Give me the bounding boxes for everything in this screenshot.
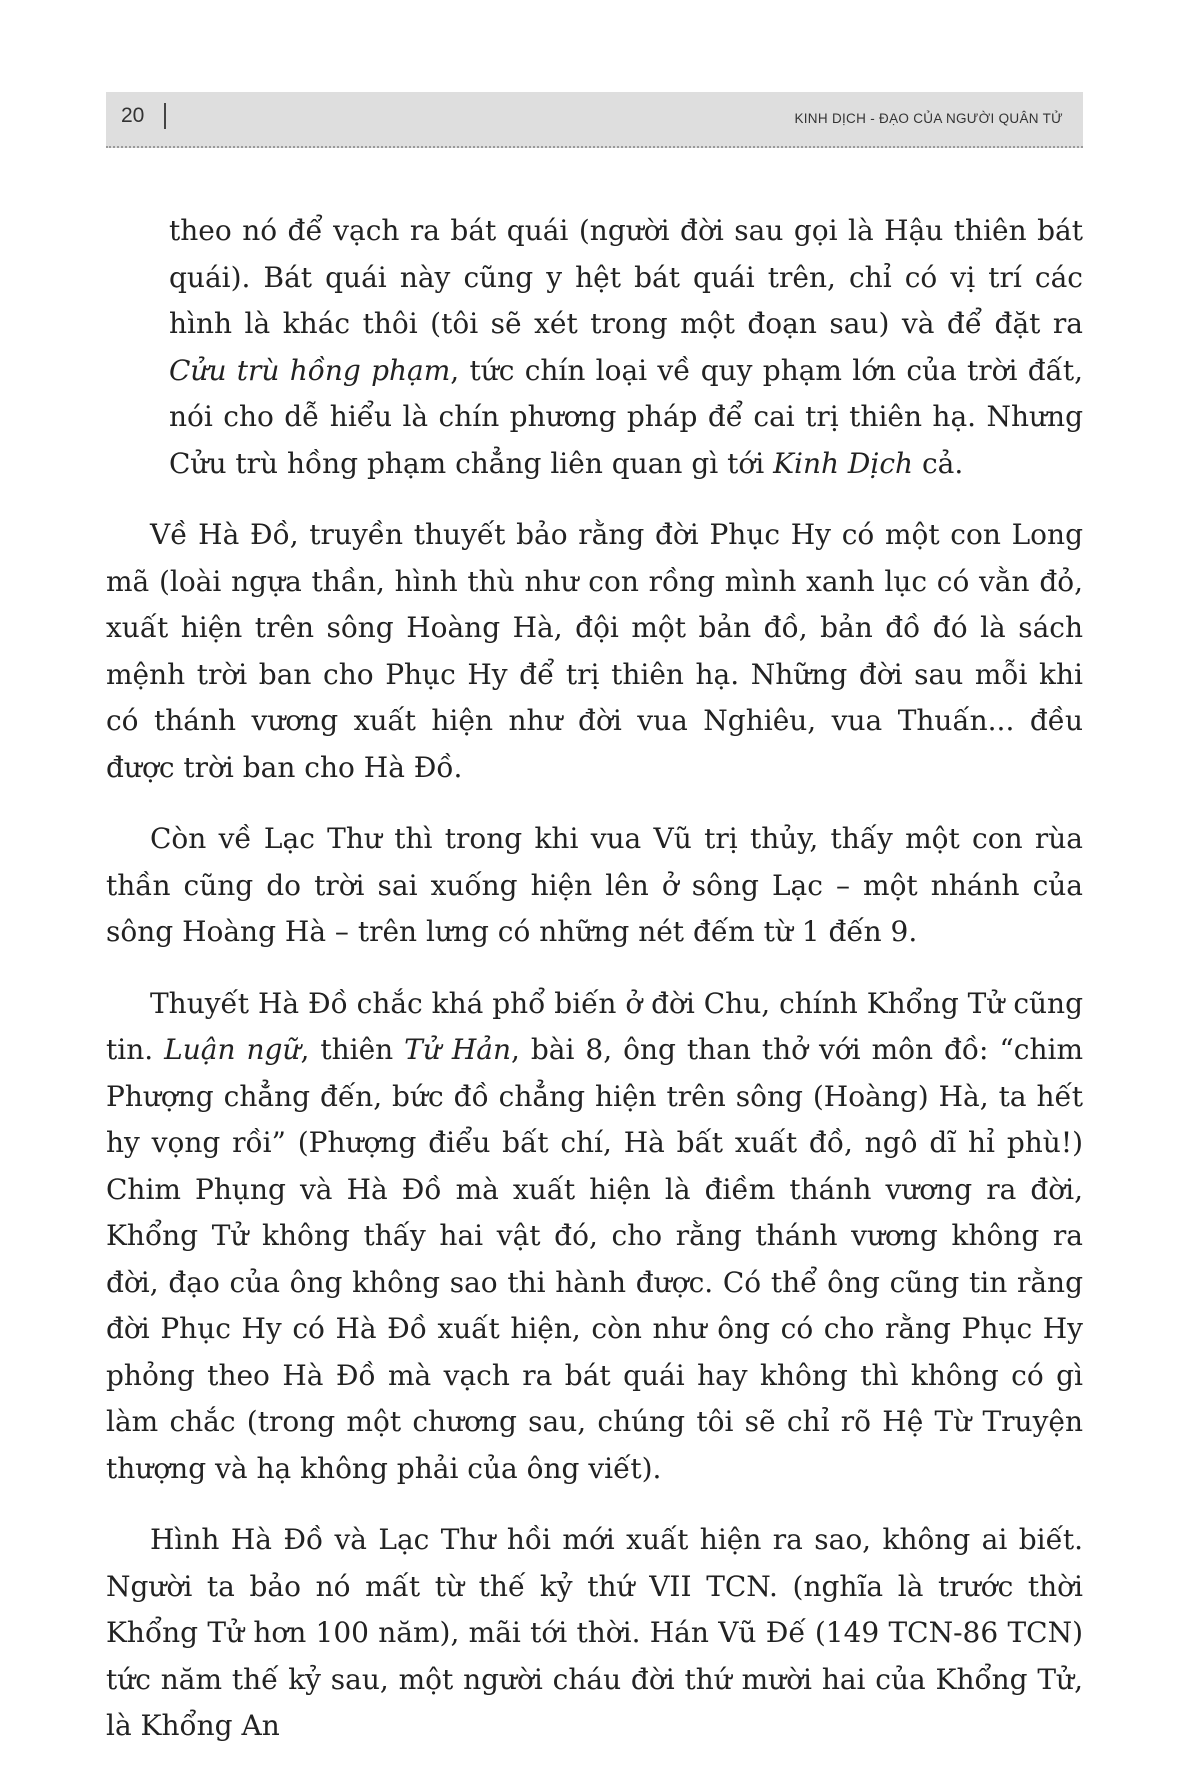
- header-separator: [164, 103, 166, 129]
- page-number: 20: [121, 104, 145, 127]
- paragraph-1: theo nó để vạch ra bát quái (người đời sau gọi là Hậu thiên bát quái). Bát quái này cũng y hệt bát quái trên, chỉ có vị trí các hình là khác thôi (tôi sẽ xét trong một đoạn sau) và để đặt ra Cửu trù hồng phạm, tức chín loại về quy phạm lớn của trời đất, nói cho dễ hiểu là chín phương pháp để cai trị thiên hạ. Nhưng Cửu trù hồng phạm chẳng liên quan gì tới Kinh Dịch cả.: [169, 214, 1083, 480]
- paragraph-3: Còn về Lạc Thư thì trong khi vua Vũ trị thủy, thấy một con rùa thần cũng do trời sai xuống hiện lên ở sông Lạc – một nhánh của sông Hoàng Hà – trên lưng có những nét đếm từ 1 đến 9.: [106, 822, 1083, 948]
- running-title: KINH DỊCH - ĐẠO CỦA NGƯỜI QUÂN TỬ: [794, 111, 1063, 126]
- paragraph-2: Về Hà Đồ, truyền thuyết bảo rằng đời Phục Hy có một con Long mã (loài ngựa thần, hình thù như con rồng mình xanh lục có vằn đỏ, xuất hiện trên sông Hoàng Hà, đội một bản đồ, bản đồ đó là sách mệnh trời ban cho Phục Hy để trị thiên hạ. Những đời sau mỗi khi có thánh vương xuất hiện như đời vua Nghiêu, vua Thuấn... đều được trời ban cho Hà Đồ.: [106, 518, 1083, 784]
- italic-title-tu-han: Tử Hản: [404, 1033, 511, 1066]
- italic-title-luan-ngu: Luận ngữ: [164, 1033, 301, 1066]
- page-body: [106, 208, 1083, 1775]
- paragraph-4: Thuyết Hà Đồ chắc khá phổ biến ở đời Chu, chính Khổng Tử cũng tin. Luận ngữ, thiên Tử Hản, bài 8, ông than thở với môn đồ: “chim Phượng chẳng đến, bức đồ chẳng hiện trên sông (Hoàng) Hà, ta hết hy vọng rồi” (Phượng điểu bất chí, Hà bất xuất đồ, ngô dĩ hỉ phù!) Chim Phụng và Hà Đồ mà xuất hiện là điềm thánh vương ra đời, Khổng Tử không thấy hai vật đó, cho rằng thánh vương không ra đời, đạo của ông không sao thi hành được. Có thể ông cũng tin rằng đời Phục Hy có Hà Đồ xuất hiện, còn như ông có cho rằng Phục Hy phỏng theo Hà Đồ mà vạch ra bát quái hay không thì không có gì làm chắc (trong một chương sau, chúng tôi sẽ chỉ rõ Hệ Từ Truyện thượng và hạ không phải của ông viết).: [106, 986, 1084, 1485]
- paragraph-5: Hình Hà Đồ và Lạc Thư hồi mới xuất hiện ra sao, không ai biết. Người ta bảo nó mất từ thế kỷ thứ VII TCN. (nghĩa là trước thời Khổng Tử hơn 100 năm), mãi tới thời. Hán Vũ Đế (149 TCN-86 TCN) tức năm thế kỷ sau, một người cháu đời thứ mười hai của Khổng Tử, là Khổng An: [106, 1523, 1083, 1742]
- italic-title-cuu-tru: Cửu trù hồng phạm: [169, 353, 451, 387]
- italic-title-kinh-dich: Kinh Dịch: [773, 446, 914, 480]
- running-header: [106, 92, 1083, 148]
